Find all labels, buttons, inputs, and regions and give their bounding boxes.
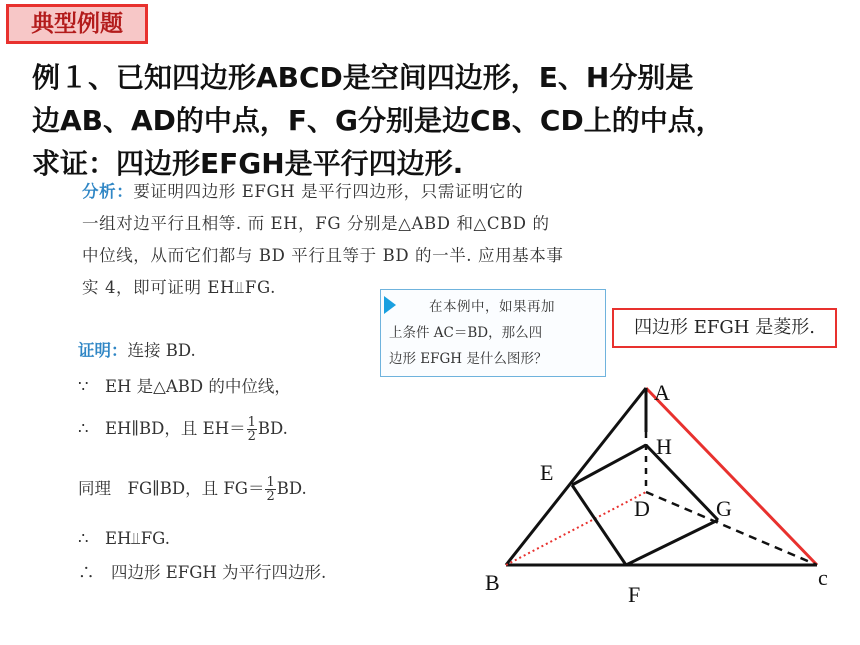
answer-box: 四边形 EFGH 是菱形. xyxy=(612,308,837,348)
proof-line-1 xyxy=(78,337,196,361)
segment-fg xyxy=(626,520,718,565)
label-a: A xyxy=(654,380,670,405)
proof-text: BD. xyxy=(276,479,307,498)
segment-ef xyxy=(572,485,626,565)
problem-statement xyxy=(32,56,842,185)
fraction-one-half xyxy=(247,416,257,443)
edge-ac-highlight xyxy=(646,388,817,565)
hint-line: 在本例中，如果再加 xyxy=(429,299,555,315)
proof-text: ∴ EH∥BD，且 EH＝ xyxy=(78,419,246,438)
label-b: B xyxy=(485,570,500,595)
segment-he xyxy=(572,445,646,485)
problem-line: 边AB、AD的中点，F、G分别是边CB、CD上的中点， xyxy=(32,104,724,137)
analysis-line: 一组对边平行且相等. 而 EH，FG 分别是△ABD 和△CBD 的 xyxy=(82,214,550,233)
label-c: c xyxy=(818,565,828,590)
hint-box xyxy=(380,289,606,377)
analysis-heading: 分析： xyxy=(82,182,134,201)
proof-text: 连接 BD. xyxy=(127,341,196,360)
play-triangle-icon xyxy=(384,296,396,314)
problem-line: 求证：四边形EFGH是平行四边形. xyxy=(32,147,464,180)
tetrahedron-figure xyxy=(480,370,850,640)
section-tag: 典型例题 xyxy=(6,4,148,44)
fraction-denominator: 2 xyxy=(247,429,256,444)
fraction-numerator: 1 xyxy=(247,415,256,430)
label-h: H xyxy=(656,434,672,459)
label-f: F xyxy=(628,582,641,607)
edge-bd-dotted xyxy=(506,492,646,565)
analysis-block xyxy=(82,176,682,304)
hint-line: 上条件 AC＝BD，那么四 xyxy=(389,325,543,341)
proof-heading: 证明： xyxy=(78,341,128,360)
proof-line-4 xyxy=(78,475,307,503)
fraction-one-half xyxy=(265,476,275,503)
label-g: G xyxy=(716,496,732,521)
analysis-text: 要证明四边形 EFGH 是平行四边形，只需证明它的 xyxy=(133,182,524,201)
proof-line-2: ∵ EH 是△ABD 的中位线， xyxy=(78,377,291,396)
proof-line-5: ∴ EH⫫FG. xyxy=(78,529,170,548)
analysis-line: 实 4，即可证明 EH⫫FG. xyxy=(82,278,276,297)
proof-text: BD. xyxy=(257,419,288,438)
label-e: E xyxy=(540,460,554,485)
proof-line-3 xyxy=(78,415,288,443)
fraction-numerator: 1 xyxy=(266,475,275,490)
edge-ab xyxy=(506,388,646,565)
hint-line: 边形 EFGH 是什么图形？ xyxy=(389,351,548,367)
label-d: D xyxy=(634,496,650,521)
proof-line-6: ∴ 四边形 EFGH 为平行四边形. xyxy=(78,563,327,582)
problem-line: 例１、已知四边形ABCD是空间四边形，E、H分别是 xyxy=(32,61,694,94)
analysis-line: 中位线，从而它们都与 BD 平行且等于 BD 的一半. 应用基本事 xyxy=(82,246,564,265)
fraction-denominator: 2 xyxy=(266,489,275,504)
analysis-line xyxy=(82,176,682,208)
proof-text: 同理 FG∥BD，且 FG＝ xyxy=(78,479,265,498)
